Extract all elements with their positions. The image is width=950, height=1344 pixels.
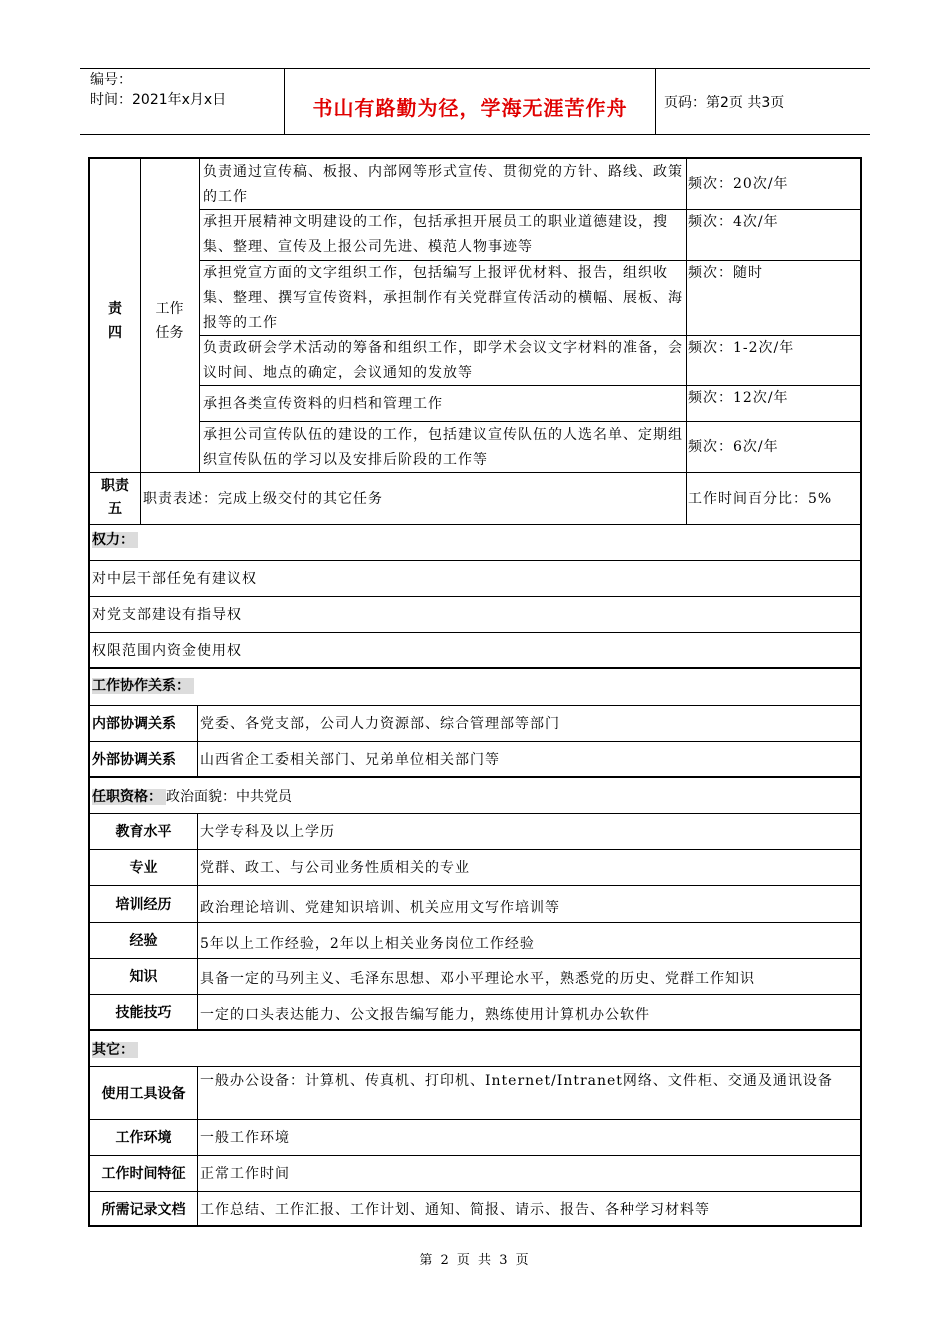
qualification-label: 经验	[129, 933, 158, 949]
header-motto: 书山有路勤为径，学海无涯苦作舟	[312, 96, 628, 120]
page-footer: 第 2 页 共 3 页	[419, 1253, 531, 1268]
document-number: 编号：	[90, 72, 132, 88]
qualification-label: 培训经历	[115, 897, 172, 913]
other-label: 工作环境	[115, 1130, 172, 1146]
duty4-task-2: 承担开展精神文明建设的工作，包括承担开展员工的职业道德建设，搜集、整理、宣传及上报公司先进、模范人物事迹等	[203, 214, 668, 255]
other-heading: 其它：	[92, 1042, 138, 1058]
qualification-label: 知识	[129, 969, 158, 985]
duty4-task-3-frequency: 频次：随时	[688, 265, 763, 281]
other-value: 一般工作环境	[200, 1130, 290, 1146]
duty4-title: 责 四	[108, 301, 122, 341]
authority-item: 权限范围内资金使用权	[92, 643, 242, 659]
qualification-label: 教育水平	[115, 824, 172, 840]
duty4-task-5-frequency: 频次：12次/年	[688, 390, 789, 406]
external-relations-label: 外部协调关系	[92, 752, 176, 768]
page-indicator: 页码：第2页 共3页	[664, 95, 785, 111]
internal-relations-value: 党委、各党支部，公司人力资源部、综合管理部等部门	[200, 716, 560, 732]
political-status: 政治面貌：中共党员	[166, 789, 292, 805]
other-label: 工作时间特征	[101, 1166, 186, 1182]
qualification-value: 5年以上工作经验，2年以上相关业务岗位工作经验	[200, 936, 535, 952]
duty4-task-5: 承担各类宣传资料的归档和管理工作	[203, 396, 443, 412]
duty5-percentage: 工作时间百分比：5%	[688, 491, 833, 507]
other-label: 所需记录文档	[101, 1202, 186, 1218]
duty4-task-2-frequency: 频次：4次/年	[688, 214, 779, 230]
duty4-task-4-frequency: 频次：1-2次/年	[688, 340, 795, 356]
duty4-task-6-frequency: 频次：6次/年	[688, 439, 779, 455]
duty4-task-6: 承担公司宣传队伍的建设的工作，包括建议宣传队伍的人选名单、定期组织宣传队伍的学习以及安排后阶段的工作等	[203, 427, 683, 468]
qualification-value: 一定的口头表达能力、公文报告编写能力，熟练使用计算机办公软件	[200, 1007, 650, 1023]
qualification-value: 政治理论培训、党建知识培训、机关应用文写作培训等	[200, 900, 560, 916]
document-date: 时间：2021年x月x日	[90, 92, 227, 108]
qualification-value: 大学专科及以上学历	[200, 824, 335, 840]
qualification-label: 专业	[129, 860, 158, 876]
qualification-label: 技能技巧	[115, 1005, 172, 1021]
other-value: 正常工作时间	[200, 1166, 290, 1182]
internal-relations-label: 内部协调关系	[92, 716, 176, 732]
relations-heading: 工作协作关系：	[92, 678, 194, 694]
duty4-task-1: 负责通过宣传稿、板报、内部网等形式宣传、贯彻党的方针、路线、政策的工作	[203, 164, 683, 205]
duty4-task-4: 负责政研会学术活动的筹备和组织工作，即学术会议文字材料的准备，会议时间、地点的确定，会议通知的发放等	[203, 340, 683, 381]
qualification-heading-row	[92, 785, 292, 810]
header-divider	[655, 68, 656, 135]
duty5-description: 职责表述：完成上级交付的其它任务	[143, 491, 383, 507]
header-bottom-rule	[80, 134, 870, 135]
authority-heading: 权力：	[92, 532, 138, 548]
duty4-task-1-frequency: 频次：20次/年	[688, 176, 789, 192]
authority-item: 对中层干部任免有建议权	[92, 571, 257, 587]
job-description-table	[88, 157, 862, 1227]
external-relations-value: 山西省企工委相关部门、兄弟单位相关部门等	[200, 752, 500, 768]
header-top-rule	[80, 68, 870, 69]
duty4-subtitle: 工作 任务	[155, 301, 184, 341]
duty4-task-3: 承担党宣方面的文字组织工作，包括编写上报评优材料、报告，组织收集、整理、撰写宣传资料，承担制作有关党群宣传活动的横幅、展板、海报等的工作	[203, 265, 683, 331]
other-label: 使用工具设备	[101, 1086, 186, 1102]
duty5-title: 职责 五	[101, 478, 129, 517]
authority-item: 对党支部建设有指导权	[92, 607, 242, 623]
other-value: 工作总结、工作汇报、工作计划、通知、简报、请示、报告、各种学习材料等	[200, 1202, 710, 1218]
qualification-value: 党群、政工、与公司业务性质相关的专业	[200, 860, 470, 876]
qualification-value: 具备一定的马列主义、毛泽东思想、邓小平理论水平，熟悉党的历史、党群工作知识	[200, 971, 755, 987]
qualification-heading: 任职资格：	[92, 789, 166, 805]
other-value: 一般办公设备：计算机、传真机、打印机、Internet/Intranet网络、文件柜、交通及通讯设备	[200, 1073, 833, 1089]
